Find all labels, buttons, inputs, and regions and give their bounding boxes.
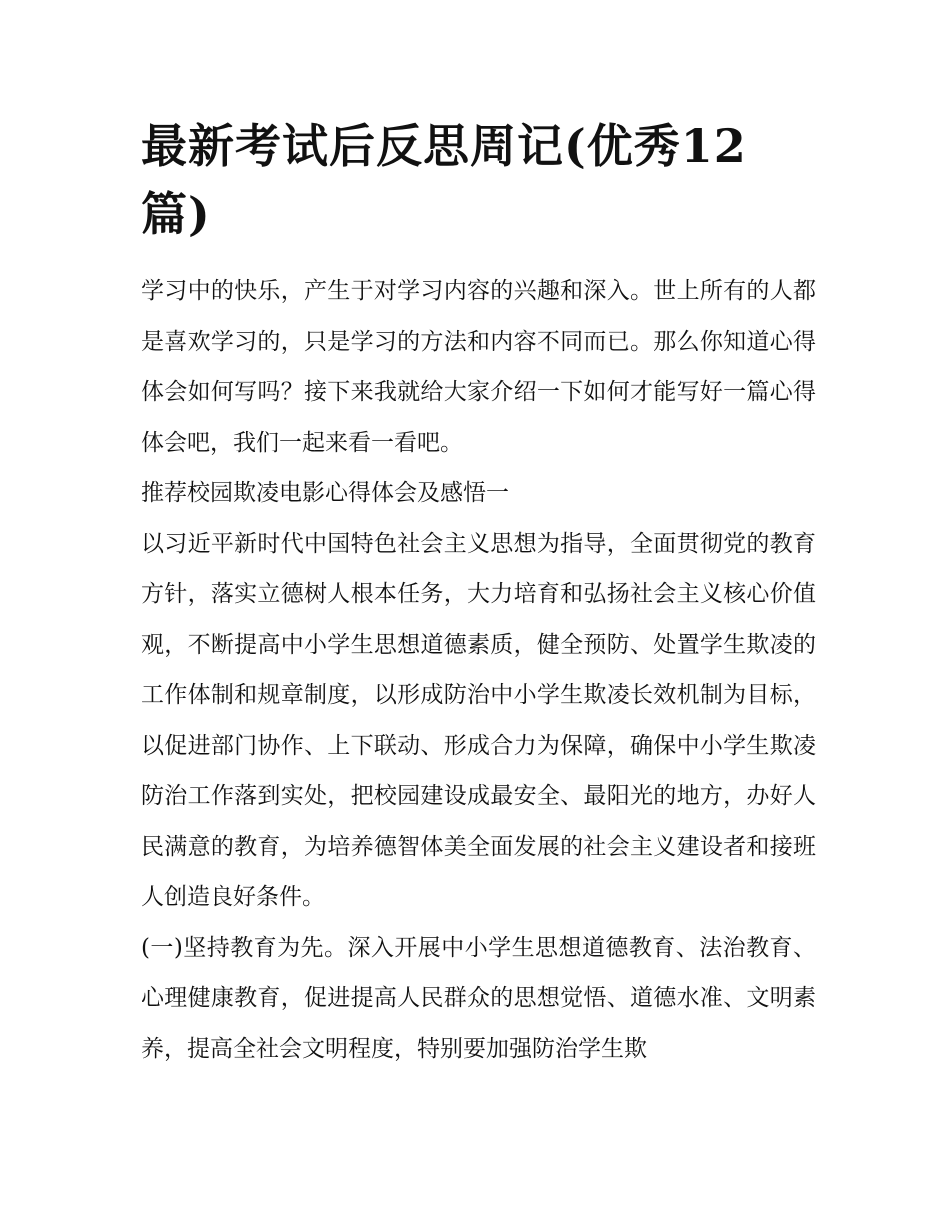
body-paragraph-2: (一)坚持教育为先。深入开展中小学生思想道德教育、法治教育、心理健康教育，促进提高人民群众的思想觉悟、道德水准、文明素养，提高全社会文明程度，特别要加强防治学生欺 <box>141 934 816 1062</box>
intro-paragraph: 学习中的快乐，产生于对学习内容的兴趣和深入。世上所有的人都是喜欢学习的，只是学习的方法和内容不同而已。那么你知道心得体会如何写吗？接下来我就给大家介绍一下如何才能写好一篇心得体会吧，我们一起来看一看吧。 <box>141 278 816 456</box>
body-paragraph-1: 以习近平新时代中国特色社会主义思想为指导，全面贯彻党的教育方针，落实立德树人根本任务，大力培育和弘扬社会主义核心价值观，不断提高中小学生思想道德素质，健全预防、处置学生欺凌的工作体制和规章制度，以形成防治中小学生欺凌长效机制为目标，以促进部门协作、上下联动、形成合力为保障，确保中小学生欺凌防治工作落到实处，把校园建设成最安全、最阳光的地方，办好人民满意的教育，为培养德智体美全面发展的社会主义建设者和接班人创造良好条件。 <box>141 530 816 910</box>
document-body <box>141 266 816 1074</box>
document-content <box>141 112 816 1074</box>
document-title: 最新考试后反思周记(优秀12篇) <box>141 119 747 241</box>
section-heading: 推荐校园欺凌电影心得体会及感悟一 <box>141 480 509 506</box>
